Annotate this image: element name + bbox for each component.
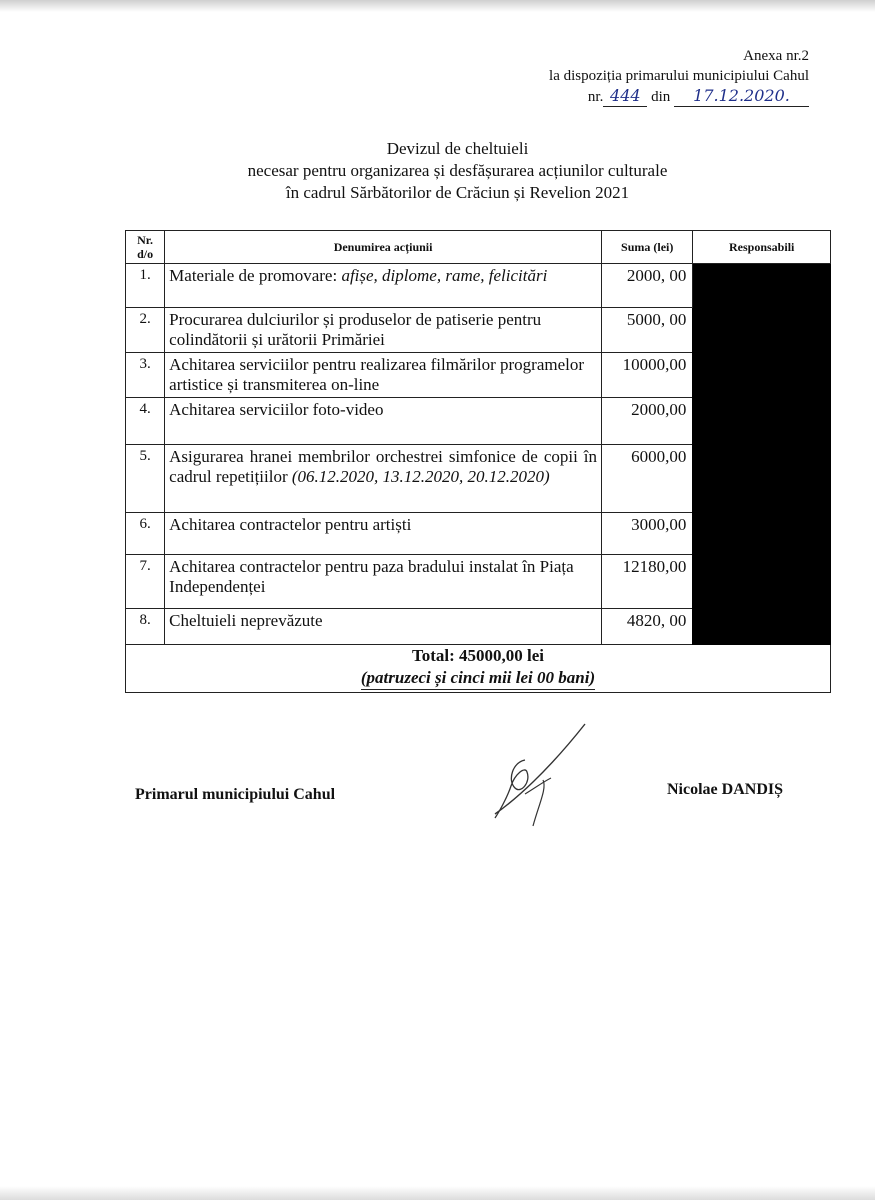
row-sum: 12180,00 (602, 555, 693, 609)
mayor-title: Primarul municipiului Cahul (135, 786, 336, 803)
table-row (126, 264, 831, 308)
total-row (126, 645, 831, 693)
date-label: din (651, 89, 671, 105)
row-text: Achitarea serviciilor pentru realizarea filmărilor programelor artistice și transmiterea on-line (169, 355, 585, 394)
row-sum: 2000, 00 (602, 264, 693, 308)
row-description (165, 398, 602, 445)
header-nr: Nr. d/o (126, 231, 165, 264)
title-line-1: Devizul de cheltuieli (386, 139, 529, 158)
header-responsible: Responsabili (693, 231, 831, 264)
row-description (165, 609, 602, 645)
redacted-responsible-block (693, 264, 831, 645)
handwritten-date: 17.12.2020. (674, 86, 809, 107)
title-line-2: necesar pentru organizarea și desfășurarea acțiunilor culturale (247, 161, 668, 180)
row-number: 7. (126, 555, 165, 609)
row-sum: 5000, 00 (602, 308, 693, 353)
row-italic-text: afișe, diplome, rame, felicitări (341, 266, 548, 285)
row-number: 4. (126, 398, 165, 445)
row-text: Procurarea dulciurilor și produselor de patiserie pentru colindătorii și urătorii Primăriei (169, 310, 542, 349)
row-number: 2. (126, 308, 165, 353)
annex-reference: la dispoziția primarului municipiului Cahul (549, 68, 809, 84)
total-cell (126, 645, 831, 693)
row-text: Materiale de promovare: (169, 266, 342, 285)
annex-number: Anexa nr.2 (743, 48, 809, 64)
nr-label: nr. (587, 89, 604, 105)
row-sum: 10000,00 (602, 353, 693, 398)
table-header-row (126, 231, 831, 264)
handwritten-number: 444 (603, 86, 647, 107)
scan-edge-top (0, 0, 875, 12)
handwritten-signature (485, 722, 605, 832)
row-description (165, 445, 602, 513)
row-text: Achitarea serviciilor foto-video (169, 400, 384, 419)
row-description (165, 264, 602, 308)
row-sum: 3000,00 (602, 513, 693, 555)
row-description (165, 513, 602, 555)
row-italic-text: (06.12.2020, 13.12.2020, 20.12.2020) (291, 467, 550, 486)
annex-header (449, 46, 809, 107)
row-number: 6. (126, 513, 165, 555)
table-body (126, 264, 831, 693)
row-number: 8. (126, 609, 165, 645)
row-description (165, 353, 602, 398)
mayor-name: Nicolae DANDIȘ (667, 781, 783, 798)
header-sum: Suma (lei) (602, 231, 693, 264)
document-title (0, 138, 875, 204)
header-action-name: Denumirea acțiunii (165, 231, 602, 264)
total-amount: Total: 45000,00 lei (411, 646, 545, 665)
row-number: 1. (126, 264, 165, 308)
row-number: 5. (126, 445, 165, 513)
row-text: Achitarea contractelor pentru paza bradului instalat în Piața Independenței (169, 557, 574, 596)
annex-nr-date (449, 86, 809, 107)
scan-edge-bottom (0, 1186, 875, 1200)
total-in-words: (patruzeci și cinci mii lei 00 bani) (361, 667, 595, 690)
row-sum: 6000,00 (602, 445, 693, 513)
row-text: Asigurarea hranei membrilor orchestrei simfonice de copii în cadrul repetițiilor (169, 447, 597, 486)
budget-table (125, 230, 831, 693)
row-description (165, 308, 602, 353)
row-text: Cheltuieli neprevăzute (169, 611, 323, 630)
row-number: 3. (126, 353, 165, 398)
title-line-3: în cadrul Sărbătorilor de Crăciun și Revelion 2021 (285, 183, 630, 202)
row-sum: 4820, 00 (602, 609, 693, 645)
row-text: Achitarea contractelor pentru artiști (169, 515, 412, 534)
row-sum: 2000,00 (602, 398, 693, 445)
row-description (165, 555, 602, 609)
